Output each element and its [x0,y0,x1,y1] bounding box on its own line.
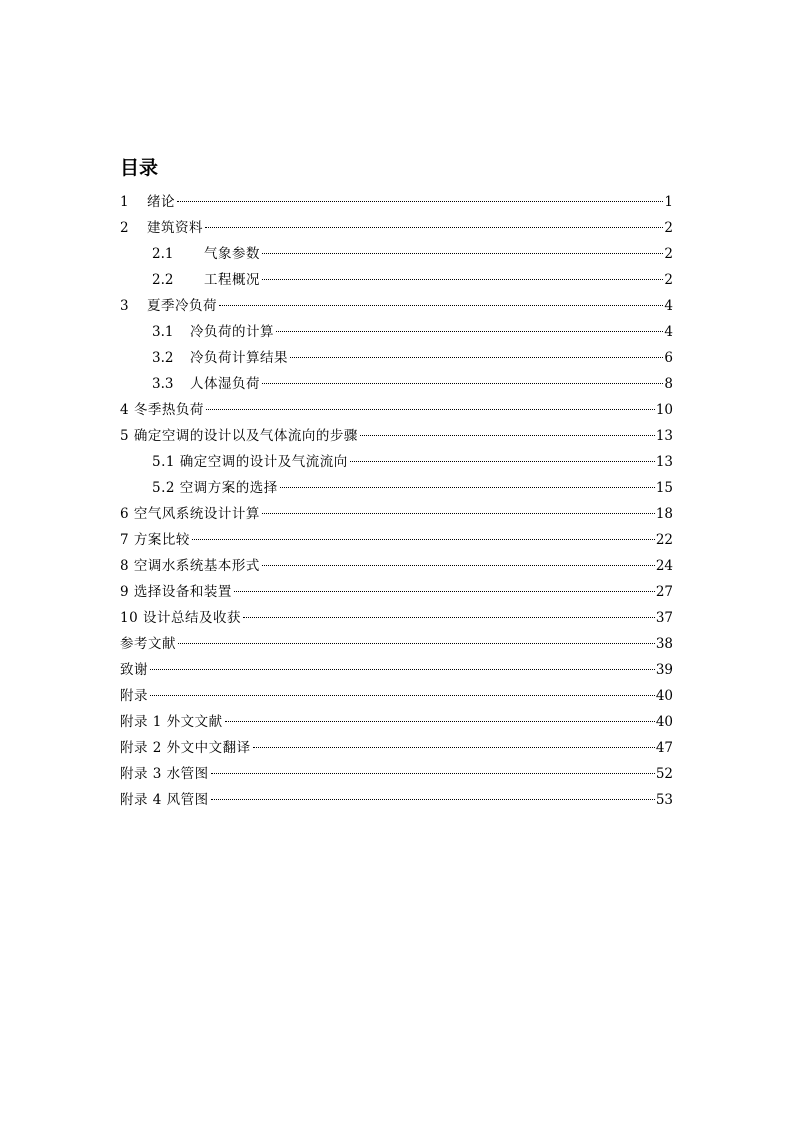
leader-dots [206,409,655,410]
leader-dots [243,617,655,618]
toc-entry-number: 3.1 [152,324,174,340]
toc-entry-label: 5 确定空调的设计以及气体流向的步骤 [120,428,358,444]
toc-entry-page: 37 [655,610,673,626]
toc-entry-number: 1 [120,194,129,210]
toc-entry-page: 2 [664,246,673,262]
toc-entry-page: 4 [664,298,673,314]
toc-entry-number: 3 [120,298,129,314]
toc-entry-label: 参考文献 [120,636,176,652]
toc-entry-page: 24 [655,558,673,574]
leader-dots [262,513,655,514]
toc-entry[interactable] [120,527,673,553]
toc-entry-page: 2 [664,272,673,288]
toc-entry[interactable] [120,579,673,605]
toc-entry-number: 2.1 [152,246,174,262]
toc-entry-label: 附录 2 外文中文翻译 [120,740,251,756]
leader-dots [211,799,655,800]
toc-entry-page: 10 [655,402,673,418]
leader-dots [150,695,655,696]
leader-dots [225,721,655,722]
toc-entry-label: 工程概况 [204,272,260,288]
toc-entry-number: 3.2 [152,350,174,366]
toc-entry-page: 13 [655,454,673,470]
toc-entry-label: 人体湿负荷 [190,376,260,392]
toc-entry-label: 附录 [120,688,148,704]
toc-entry[interactable] [120,397,673,423]
toc-entry-page: 40 [655,688,673,704]
toc-entry-label: 6 空气风系统设计计算 [120,506,260,522]
toc-entry-page: 4 [664,324,673,340]
toc-entry[interactable] [120,345,673,371]
toc-entry-page: 22 [655,532,673,548]
leader-dots [192,539,655,540]
table-of-contents [120,189,673,813]
toc-title: 目录 [120,157,159,179]
toc-entry[interactable] [120,189,673,215]
toc-entry-page: 40 [655,714,673,730]
toc-entry-page: 2 [664,220,673,236]
toc-entry-page: 1 [664,194,673,210]
toc-entry-label: 冷负荷计算结果 [190,350,288,366]
toc-entry[interactable] [120,631,673,657]
toc-entry[interactable] [120,423,673,449]
leader-dots [205,227,663,228]
leader-dots [280,487,655,488]
toc-entry-page: 15 [655,480,673,496]
toc-entry-label: 冷负荷的计算 [190,324,274,340]
toc-entry-label: 致谢 [120,662,148,678]
leader-dots [262,279,663,280]
toc-entry-label: 5.1 确定空调的设计及气流流向 [152,454,348,470]
toc-entry-page: 18 [655,506,673,522]
toc-entry-number: 2.2 [152,272,174,288]
toc-entry[interactable] [120,709,673,735]
leader-dots [276,331,663,332]
toc-entry-label: 夏季冷负荷 [147,298,217,314]
leader-dots [219,305,663,306]
toc-entry-label: 建筑资料 [147,220,203,236]
toc-entry[interactable] [120,761,673,787]
leader-dots [350,461,655,462]
toc-entry-label: 9 选择设备和装置 [120,584,232,600]
toc-entry-page: 47 [655,740,673,756]
toc-entry[interactable] [120,475,673,501]
toc-entry[interactable] [120,735,673,761]
leader-dots [262,253,663,254]
toc-entry[interactable] [120,371,673,397]
leader-dots [262,565,655,566]
toc-entry[interactable] [120,683,673,709]
toc-entry[interactable] [120,787,673,813]
toc-entry-page: 52 [655,766,673,782]
toc-entry-label: 附录 4 风管图 [120,792,209,808]
toc-entry-page: 39 [655,662,673,678]
leader-dots [150,669,655,670]
toc-entry-label: 气象参数 [204,246,260,262]
toc-entry-label: 附录 3 水管图 [120,766,209,782]
toc-entry-label: 4 冬季热负荷 [120,402,204,418]
toc-entry-page: 6 [664,350,673,366]
toc-entry-number: 3.3 [152,376,174,392]
toc-entry-label: 绪论 [147,194,175,210]
toc-entry[interactable] [120,241,673,267]
leader-dots [290,357,663,358]
leader-dots [262,383,663,384]
leader-dots [178,643,655,644]
leader-dots [234,591,655,592]
toc-entry[interactable] [120,215,673,241]
leader-dots [360,435,655,436]
toc-entry-label: 8 空调水系统基本形式 [120,558,260,574]
toc-entry-label: 5.2 空调方案的选择 [152,480,278,496]
toc-entry[interactable] [120,449,673,475]
toc-entry-number: 2 [120,220,129,236]
toc-entry[interactable] [120,293,673,319]
toc-entry-page: 13 [655,428,673,444]
leader-dots [211,773,655,774]
leader-dots [253,747,655,748]
toc-entry-page: 53 [655,792,673,808]
toc-entry[interactable] [120,657,673,683]
toc-entry[interactable] [120,553,673,579]
leader-dots [177,201,663,202]
toc-entry-label: 附录 1 外文文献 [120,714,223,730]
toc-entry-page: 27 [655,584,673,600]
toc-entry-page: 8 [664,376,673,392]
toc-entry-page: 38 [655,636,673,652]
toc-entry-label: 7 方案比较 [120,532,190,548]
toc-entry[interactable] [120,605,673,631]
toc-entry-label: 10 设计总结及收获 [120,610,241,626]
toc-entry[interactable] [120,267,673,293]
toc-entry[interactable] [120,319,673,345]
toc-entry[interactable] [120,501,673,527]
